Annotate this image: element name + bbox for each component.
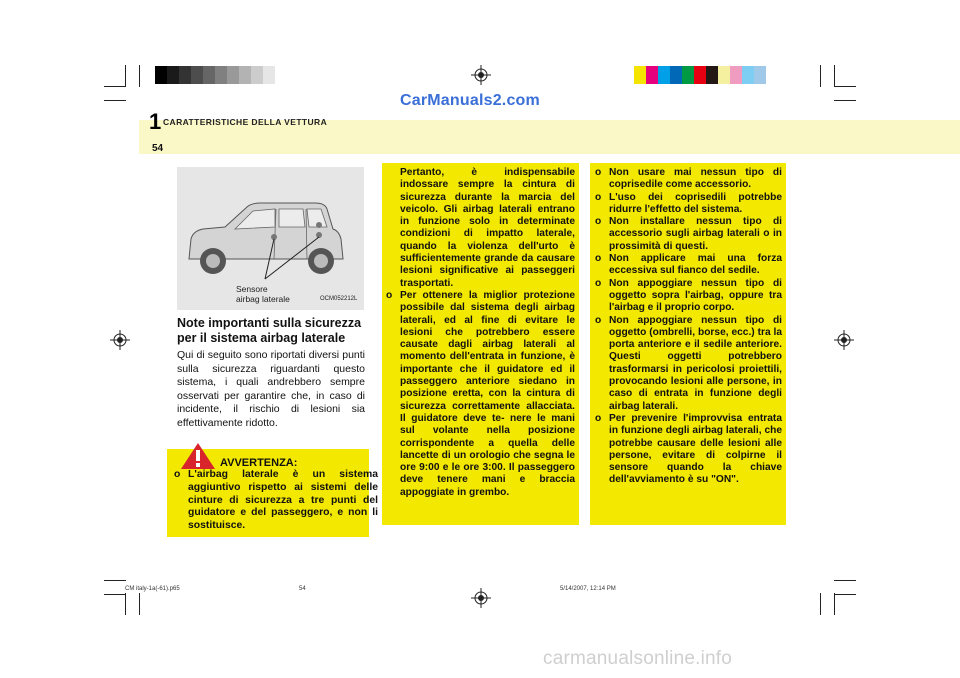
color-swatch [251, 66, 263, 84]
bottom-watermark: carmanualsonline.info [543, 648, 733, 669]
bullet-marker: o [595, 191, 602, 203]
registration-mark-icon [471, 588, 491, 608]
color-swatch [179, 66, 191, 84]
color-swatch [227, 66, 239, 84]
footer-file: CM italy-1a(-61).p65 [125, 586, 180, 592]
chapter-title: CARATTERISTICHE DELLA VETTURA [163, 117, 328, 127]
bullet-marker: o [386, 289, 393, 301]
sensor-label [236, 284, 290, 304]
crop-mark [820, 65, 821, 87]
footer-datetime: 5/14/2007, 12:14 PM [560, 586, 616, 592]
right-list-item [595, 278, 782, 315]
color-swatch [718, 66, 730, 84]
crop-mark [125, 65, 126, 87]
crop-mark [104, 86, 126, 87]
right-list-item [595, 253, 782, 278]
crop-mark [104, 100, 126, 101]
bullet-marker: o [595, 412, 602, 424]
color-swatch [658, 66, 670, 84]
right-item-text: Non appoggiare nessun tipo di oggetto (ombrelli, borse, ecc.) tra la porta anteriore e il sedile anteriore. Questi oggetti potrebbero trasformarsi in pericolosi proiettili, provocando lesioni alle persone, in caso di entrata in funzione degli airbag laterali. [609, 314, 782, 412]
middle-list-item [386, 290, 575, 499]
crop-mark [834, 65, 835, 87]
right-list-item [595, 192, 782, 217]
crop-mark [104, 594, 126, 595]
registration-mark-icon [110, 330, 130, 350]
crop-mark [125, 593, 126, 615]
bullet-marker: o [595, 216, 602, 228]
crop-mark [834, 593, 835, 615]
warning-text [174, 469, 378, 533]
bullet-marker: o [174, 469, 181, 480]
color-swatch [670, 66, 682, 84]
color-swatch [742, 66, 754, 84]
right-item-text: Non usare mai nessun tipo di coprisedile come accessorio. [609, 167, 782, 191]
color-swatch [646, 66, 658, 84]
color-swatch [682, 66, 694, 84]
crop-mark [139, 65, 140, 87]
middle-item-text: Per ottenere la miglior protezione possibile dal sistema degli airbag laterali, ed al fine di evitare le lesioni che potrebbero essere causate dagli airbag laterali al momento dell'entrata in funzione, è importante che il guidatore ed il passeggero anteriore siedano in posizione eretta, con la cintura di sicurezza correttamente allacciata. Il guidatore deve te- nere le mani sul volante nella posizione corrispondente a quella delle lancette di un orologio che segna le ore 9:00 e le ore 3:00. Il passeggero deve tenere mani e braccia appoggiate in grembo. [400, 289, 575, 498]
footer-page: 54 [299, 586, 306, 592]
color-swatch [730, 66, 742, 84]
registration-mark-icon [471, 65, 491, 85]
right-item-text: L'uso dei coprisedili potrebbe ridurre l'effetto del sistema. [609, 191, 782, 215]
chapter-number: 1 [149, 109, 162, 134]
registration-mark-icon [834, 330, 854, 350]
color-swatch [706, 66, 718, 84]
middle-column [386, 167, 575, 499]
color-swatch [155, 66, 167, 84]
crop-mark [834, 580, 856, 581]
color-swatch [167, 66, 179, 84]
watermark-link[interactable]: CarManuals2.com [400, 92, 540, 109]
right-list-item [595, 413, 782, 487]
color-swatch [203, 66, 215, 84]
warning-text-body: L'airbag laterale è un sistema aggiuntivo rispetto ai sistemi delle cinture di sicurezza a tre punti del guidatore e del passeggero, e non li sostituisce. [188, 469, 378, 532]
crop-mark [820, 593, 821, 615]
right-list-item [595, 167, 782, 192]
section-title: Note importanti sulla sicurezza per il sistema airbag laterale [177, 316, 362, 345]
bullet-marker: o [595, 314, 602, 326]
crop-mark [834, 594, 856, 595]
middle-intro: Pertanto, è indispensabile indossare sempre la cintura di sicurezza durante la marcia del veicolo. Gli airbag laterali entrano in funzione solo in determinate condizioni di impatto laterale, quando la violenza dell'urto è sufficientemente grande da causare lesioni significative ai passeggeri trasportati. [400, 167, 575, 289]
bullet-marker: o [595, 167, 602, 178]
sensor-label-line1: Sensore [236, 284, 268, 294]
figure-code: OCM052212L [320, 296, 358, 302]
color-bar-color [634, 66, 766, 84]
bullet-marker: o [595, 253, 602, 265]
color-swatch [754, 66, 766, 84]
color-swatch [191, 66, 203, 84]
color-bar-grayscale [155, 66, 275, 84]
crop-mark [104, 580, 126, 581]
warning-heading: AVVERTENZA: [220, 457, 298, 469]
section-body: Qui di seguito sono riportati diversi punti sulla sicurezza riguardanti questo sistema, i quali andrebbero sempre osservati per garantire che, in caso di incidente, il rischio di lesioni sia effettivamente ridotto. [177, 349, 365, 429]
right-item-text: Per prevenire l'improvvisa entrata in funzione degli airbag laterali, che potrebbe causare delle lesioni alle persone, evitare di colpirne il sensore quando la chiave dell'avviamento è su "ON". [609, 412, 782, 486]
right-list-item [595, 315, 782, 413]
color-swatch [694, 66, 706, 84]
color-swatch [239, 66, 251, 84]
color-swatch [263, 66, 275, 84]
right-item-text: Non installare nessun tipo di accessorio sugli airbag laterali o in prossimità di questi. [609, 216, 782, 252]
crop-mark [834, 100, 856, 101]
right-list-item [595, 216, 782, 253]
sensor-label-line2: airbag laterale [236, 294, 290, 304]
warning-triangle-icon [180, 442, 216, 470]
color-swatch [215, 66, 227, 84]
crop-mark [139, 593, 140, 615]
crop-mark [834, 86, 856, 87]
bullet-marker: o [595, 277, 602, 289]
color-swatch [634, 66, 646, 84]
right-column [595, 167, 782, 487]
right-item-text: Non appoggiare nessun tipo di oggetto sopra l'airbag, oppure tra l'airbag e il proprio corpo. [609, 277, 782, 314]
page-number: 54 [152, 143, 164, 154]
right-item-text: Non applicare mai una forza eccessiva sul fianco del sedile. [609, 253, 782, 277]
